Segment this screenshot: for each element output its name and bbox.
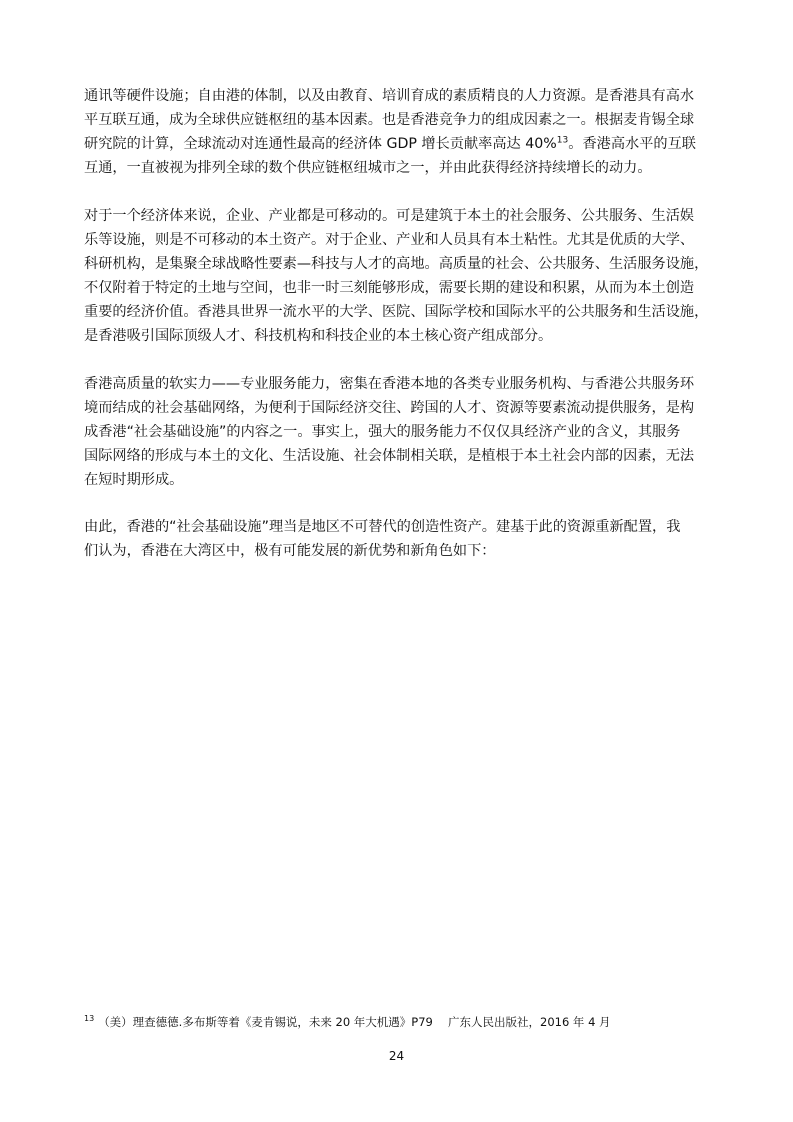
- text-line: 在短时期形成。: [84, 472, 184, 488]
- text-line: 们认为，香港在大湾区中，极有可能发展的新优势和新角色如下：: [84, 543, 496, 559]
- text-line: 成香港“社会基础设施”的内容之一。事实上，强大的服务能力不仅仅具经济产业的含义，其服务: [84, 424, 681, 440]
- text-line: 境而结成的社会基础网络，为便利于国际经济交往、跨国的人才、资源等要素流动提供服务，是构: [84, 400, 695, 416]
- text-segment: 研究院的计算，全球流动对连通性最高的经济体 GDP 增长贡献率高达 40%: [84, 136, 557, 152]
- text-line: 对于一个经济体来说，企业、产业都是可移动的。可是建筑于本土的社会服务、公共服务、生活娱: [84, 208, 695, 224]
- text-line: 香港高质量的软实力——专业服务能力，密集在香港本地的各类专业服务机构、与香港公共服务环: [84, 376, 695, 392]
- text-line: 乐等设施，则是不可移动的本土资产。对于企业、产业和人员具有本土粘性。尤其是优质的大学、: [84, 232, 695, 248]
- text-line: 由此，香港的“社会基础设施”理当是地区不可替代的创造性资产。建基于此的资源重新配置，我: [84, 519, 681, 535]
- text-line: 重要的经济价值。香港具世界一流水平的大学、医院、国际学校和国际水平的公共服务和生活设施，: [84, 304, 709, 320]
- text-line: 平互联互通，成为全球供应链枢纽的基本因素。也是香港竞争力的组成因素之一。根据麦肯锡全球: [84, 112, 695, 128]
- text-line: 是香港吸引国际顶级人才、科技机构和科技企业的本土核心资产组成部分。: [84, 328, 553, 344]
- text-line: 通讯等硬件设施；自由港的体制，以及由教育、培训育成的素质精良的人力资源。是香港具有高水: [84, 88, 695, 104]
- text-line: 国际网络的形成与本土的文化、生活设施、社会体制相关联，是植根于本土社会内部的因素，无法: [84, 448, 695, 464]
- footnote: [84, 1012, 611, 1032]
- footnote-reference: 13: [556, 135, 569, 146]
- paragraph-4: [84, 515, 716, 563]
- text-line: [84, 132, 716, 156]
- text-line: 科研机构，是集聚全球战略性要素—科技与人才的高地。高质量的社会、公共服务、生活服务设施，: [84, 256, 709, 272]
- page-number: 24: [388, 1049, 405, 1063]
- paragraph-2: [84, 204, 716, 348]
- footnote-marker: 13: [84, 1014, 95, 1024]
- text-line: 互通，一直被视为排列全球的数个供应链枢纽城市之一，并由此获得经济持续增长的动力。: [84, 160, 652, 176]
- footnote-text: （美）理查德德.多布斯等着《麦肯锡说，未来 20 年大机遇》P79 广东人民出版社，2016 年 4 月: [98, 1015, 611, 1029]
- paragraph-1: [84, 84, 716, 180]
- paragraph-3: [84, 372, 716, 492]
- text-segment: 。香港高水平的互联: [568, 136, 696, 152]
- text-line: 不仅附着于特定的土地与空间，也非一时三刻能够形成，需要长期的建设和积累，从而为本土创造: [84, 280, 695, 296]
